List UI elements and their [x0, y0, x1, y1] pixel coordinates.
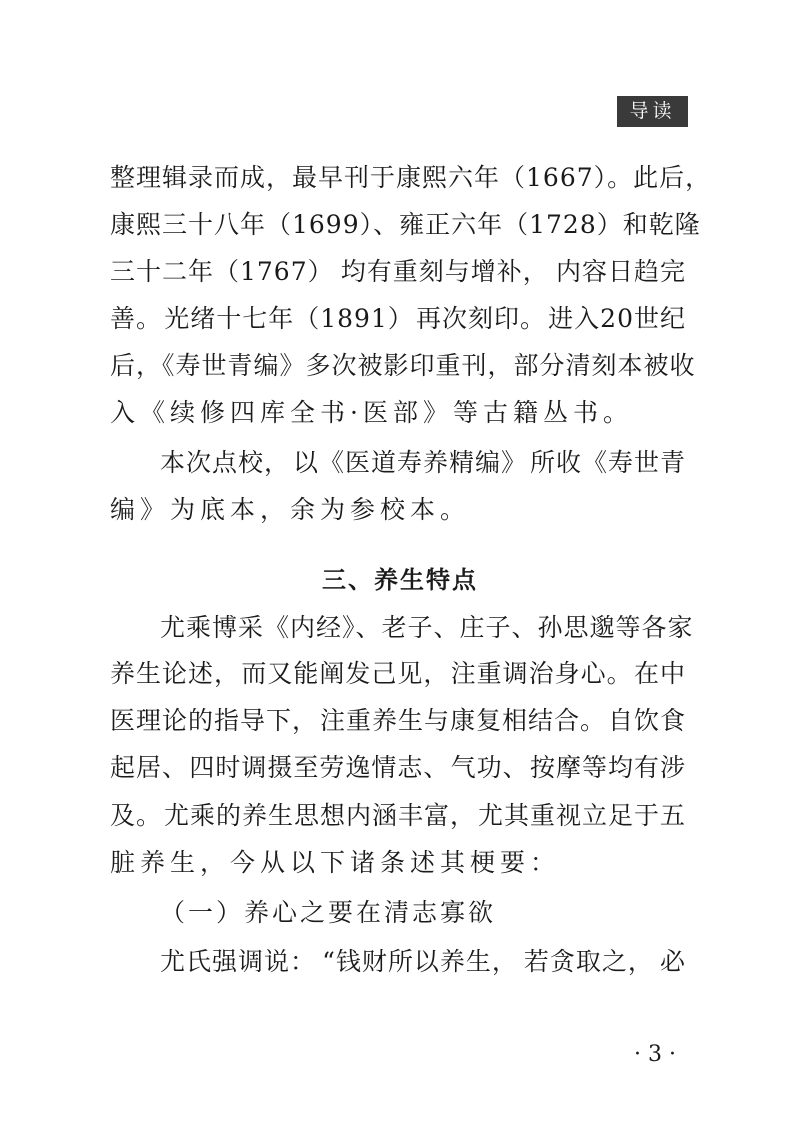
text-segment: 脏养生，今从以下诸条述其梗要： [110, 848, 561, 877]
text-segment: 入《续修四库全书·医部》等古籍丛书。 [110, 398, 633, 427]
text-segment: 康熙三十八年（1699）、 [110, 210, 400, 239]
text-segment: 庄子、 [459, 613, 538, 642]
text-line [110, 701, 686, 741]
text-segment: 四时调摄至劳逸情志、 [189, 753, 450, 782]
text-segment: 在中 [633, 659, 686, 688]
text-segment: 气功、 [450, 753, 529, 782]
text-segment: 此后， [633, 163, 712, 192]
text-segment: 后，《寿世青编》 [110, 351, 306, 380]
text-segment: 老子、 [381, 613, 460, 642]
text-segment: 注重养生与康复相结合。 [319, 706, 606, 735]
text-segment: 最早刊于康熙六年（1667）。 [292, 163, 634, 192]
text-segment: 尤乘的养生思想内涵丰富， [163, 801, 476, 830]
text-segment: 尤乘博采《内经》、 [160, 613, 382, 642]
text-line [160, 608, 694, 648]
text-line [110, 796, 686, 836]
text-segment: 进入20世纪 [548, 304, 686, 333]
text-segment: 而又能阐发己见， [241, 659, 450, 688]
text-segment: 编》为底本，余为参校本。 [110, 495, 471, 524]
text-line [160, 942, 686, 982]
text-line [110, 843, 686, 883]
text-segment: 自饮食 [607, 706, 686, 735]
text-segment: “钱财所以养生， [322, 947, 518, 976]
text-segment: 孙思邈等各家 [537, 613, 694, 642]
text-line [110, 346, 696, 386]
text-line [110, 490, 686, 530]
page-number: · 3 · [634, 1042, 676, 1067]
text-segment: 善。 [110, 304, 163, 333]
text-segment: 光绪十七年（1891） [164, 304, 414, 333]
text-line [110, 748, 686, 788]
text-segment: 均有重刻与增补， [340, 257, 549, 286]
text-segment: 多次被影印重刊， [305, 351, 514, 380]
text-segment: 整理辑录而成， [110, 163, 293, 192]
subsection-heading: （一）养心之要在清志寡欲 [160, 898, 497, 927]
text-line [160, 443, 686, 483]
text-line [110, 654, 686, 694]
text-segment: 按摩等均有涉 [529, 753, 686, 782]
text-segment: 和乾隆 [622, 210, 701, 239]
section-badge: 导读 [617, 96, 688, 127]
text-line [110, 205, 701, 245]
text-segment: 养生论述， [110, 659, 241, 688]
section-heading: 三、养生特点 [322, 566, 478, 594]
text-segment: 以《医道寿养精编》 [292, 448, 527, 477]
text-segment: 部分清刻本被收 [513, 351, 696, 380]
text-line [110, 393, 686, 433]
text-segment: 尤其重视立足于五 [477, 801, 686, 830]
text-segment: 医理论的指导下， [110, 706, 319, 735]
text-segment: 所收《寿世青 [529, 448, 686, 477]
text-segment: 及。 [110, 801, 163, 830]
text-segment: 尤氏强调说： [160, 947, 317, 976]
text-segment: 内容日趋完 [555, 257, 686, 286]
text-line [110, 252, 686, 292]
text-segment: 注重调治身心。 [450, 659, 633, 688]
text-line [110, 158, 712, 198]
text-segment: 雍正六年（1728） [399, 210, 623, 239]
text-segment: 本次点校， [160, 448, 291, 477]
text-segment: 必 [659, 947, 686, 976]
text-line [110, 299, 686, 339]
text-segment: 三十二年（1767） [110, 257, 334, 286]
text-segment: 再次刻印。 [415, 304, 546, 333]
text-segment: 若贪取之， [523, 947, 654, 976]
text-segment: 起居、 [110, 753, 189, 782]
